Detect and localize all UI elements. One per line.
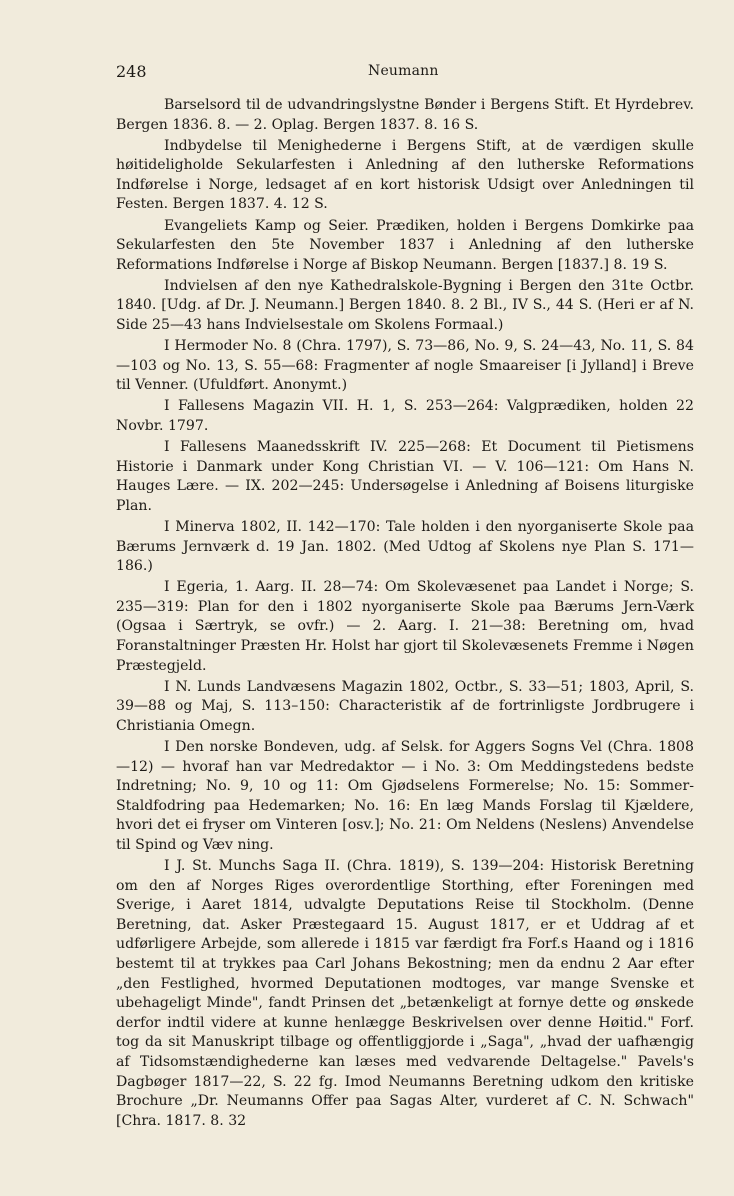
running-head: Neumann: [368, 63, 439, 79]
bibliography-entry: Barselsord til de udvandringslystne Bønder i Bergens Stift. Et Hyrdebrev. Bergen 1836. 8. — 2. Oplag. Bergen 1837. 8. 16 S.: [116, 97, 694, 133]
bibliography-entry: Indvielsen af den nye Kathedralskole-Bygning i Bergen den 31te Octbr. 1840. [Udg. af Dr. J. Neumann.] Bergen 1840. 8. 2 Bl., IV S., 44 S. (Heri er af N. Side 25—43 hans Indvielsestale om Skolens Formaal.): [116, 277, 694, 334]
page-header: [116, 62, 678, 86]
bibliography-entry: Evangeliets Kamp og Seier. Prædiken, holden i Bergens Domkirke paa Sekularfesten den 5te November 1837 i Anledning af den lutherske Reformations Indførelse i Norge af Biskop Neumann. Bergen [1837.] 8. 19 S.: [116, 217, 694, 273]
bibliography-entry: I Den norske Bondeven, udg. af Selsk. for Aggers Sogns Vel (Chra. 1808—12) — hvoraf han var Medredaktor — i No. 3: Om Meddingstedens bedste Indretning; No. 9, 10 og 11: Om Gjødselens Formerelse; No. 15: Sommer-Staldfodring paa Hedemarken; No. 16: En læg Mands Forslag til Kjældere, hvori det ei fryser om Vinteren [osv.]; No. 21: Om Neldens (Neslens) Anvendelse til Spind og Væv ning.: [116, 739, 694, 853]
bibliography-entry: I Minerva 1802, II. 142—170: Tale holden i den nyorganiserte Skole paa Bærums Jernværk d. 19 Jan. 1802. (Med Udtog af Skolens nye Plan S. 171—186.): [116, 518, 694, 575]
bibliography-entry: I Fallesens Magazin VII. H. 1, S. 253—264: Valgprædiken, holden 22 Novbr. 1797.: [116, 398, 694, 434]
page-number: 248: [116, 62, 147, 81]
bibliography-entry: Indbydelse til Menighederne i Bergens Stift, at de værdigen skulle høitideligholde Sekularfesten i Anledning af den lutherske Reformations Indførelse i Norge, ledsaget af en kort historisk Udsigt over Anledningen til Festen. Bergen 1837. 4. 12 S.: [116, 137, 694, 213]
bibliography-entry: I Hermoder No. 8 (Chra. 1797), S. 73—86, No. 9, S. 24—43, No. 11, S. 84—103 og No. 13, S. 55—68: Fragmenter af nogle Smaareiser [i Jylland] i Breve til Venner. (Ufuldført. Anonymt.): [116, 338, 694, 394]
bibliography-entry: I J. St. Munchs Saga II. (Chra. 1819), S. 139—204: Historisk Beretning om den af Norges Riges overordentlige Storthing, efter Foreningen med Sverige, i Aaret 1814, udvalgte Deputations Reise til Stockholm. (Denne Beretning, dat. Asker Præstegaard 15. August 1817, er et Uddrag af et udførligere Arbejde, som allerede i 1815 var færdigt fra Forf.s Haand og i 1816 bestemt til at trykkes paa Carl Johans Bekostning; men da endnu 2 Aar efter „den Festlighed, hvormed Deputationen modtoges, var mange Svenske et ubehageligt Minde", fandt Prinsen det „betænkeligt at fornye dette og ønskede derfor indtil videre at kunne henlægge Beskrivelsen over denne Høitid." Forf. tog da sit Manuskript tilbage og offentliggjorde i „Saga", „hvad der uafhængig af Tidsomstændighederne kan læses med vedvarende Deltagelse." Pavels's Dagbøger 1817—22, S. 22 fg. Imod Neumanns Beretning udkom den kritiske Brochure „Dr. Neumanns Offer paa Sagas Alter, vurderet af C. N. Schwach" [Chra. 1817. 8. 32: [116, 858, 694, 1129]
bibliography-entry: I N. Lunds Landvæsens Magazin 1802, Octbr., S. 33—51; 1803, April, S. 39—88 og Maj, S. 113–150: Characteristik af de fortrinligste Jordbrugere i Christiania Omegn.: [116, 678, 694, 734]
bibliography-entry: I Fallesens Maanedsskrift IV. 225—268: Et Document til Pietismens Historie i Danmark under Kong Christian VI. — V. 106—121: Om Hans N. Hauges Lære. — IX. 202—245: Undersøgelse i Anledning af Boisens liturgiske Plan.: [116, 439, 694, 514]
bibliography-text: [116, 96, 694, 1131]
bibliography-entry: I Egeria, 1. Aarg. II. 28—74: Om Skolevæsenet paa Landet i Norge; S. 235—319: Plan for den i 1802 nyorganiserte Skole paa Bærums Jern-Værk (Ogsaa i Særtryk, se ovfr.) — 2. Aarg. I. 21—38: Beretning om, hvad Foranstaltninger Præsten Hr. Holst har gjort til Skolevæsenets Fremme i Nøgen Præstegjeld.: [116, 579, 694, 674]
